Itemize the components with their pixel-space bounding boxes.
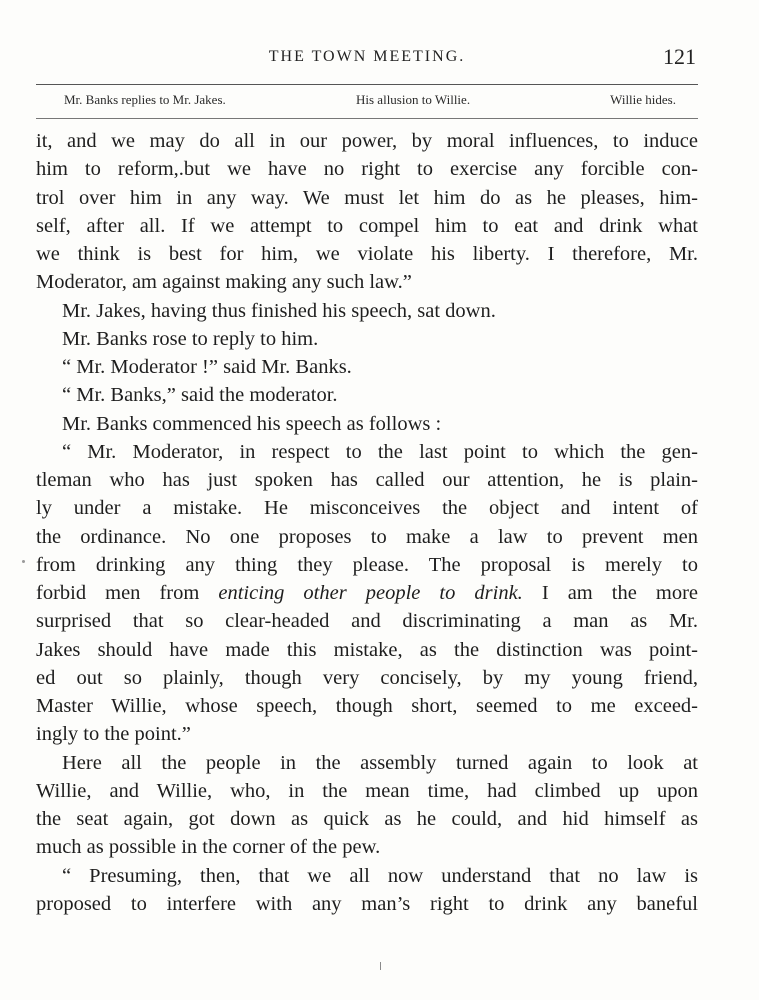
page-number: 121 — [663, 44, 696, 69]
text-segment: I am the more — [522, 582, 698, 604]
text-line: Moderator, am against making any such law.” — [36, 271, 412, 294]
text-line: we think is best for him, we violate his liberty. I therefore, Mr. — [36, 243, 698, 265]
text-line: much as possible in the corner of the pew. — [36, 836, 381, 859]
text-line: Mr. Banks commenced his speech as follows : — [62, 412, 442, 435]
subhead-banks-replies: Mr. Banks replies to Mr. Jakes. — [64, 92, 226, 107]
header-rule-bottom — [36, 118, 698, 119]
text-line: Mr. Jakes, having thus finished his speech, sat down. — [62, 299, 496, 322]
page-speck — [380, 962, 381, 970]
text-line: ly under a mistake. He misconceives the object and intent of — [36, 497, 698, 520]
text-line: the seat again, got down as quick as he could, and hid himself as — [36, 808, 698, 830]
text-line: from drinking any thing they please. The proposal is merely to — [36, 553, 698, 576]
text-line: the ordinance. No one proposes to make a law to prevent men — [36, 525, 698, 548]
running-header — [36, 44, 698, 74]
text-line: Master Willie, whose speech, though short, seemed to me exceed- — [36, 695, 698, 717]
text-line: trol over him in any way. We must let him do as he pleases, him- — [36, 186, 698, 209]
text-line: “ Mr. Banks,” said the moderator. — [62, 384, 338, 407]
text-line: Here all the people in the assembly turned again to look at — [62, 751, 698, 774]
text-line-mixed — [36, 579, 698, 607]
subhead-allusion-willie: His allusion to Willie. — [356, 92, 471, 107]
text-segment: forbid men from — [36, 582, 219, 604]
text-line: ed out so plainly, though very concisely, by my young friend, — [36, 666, 698, 689]
text-line: “ Mr. Moderator, in respect to the last point to which the gen- — [62, 440, 698, 463]
text-line: tleman who has just spoken has called our attention, he is plain- — [36, 469, 698, 491]
subhead-willie-hides: Willie hides. — [610, 92, 676, 107]
chapter-title: THE TOWN MEETING. — [268, 48, 466, 65]
italic-phrase: enticing other people to drink. — [218, 582, 523, 604]
text-line: Mr. Banks rose to reply to him. — [62, 327, 319, 350]
text-line: “ Mr. Moderator !” said Mr. Banks. — [62, 356, 352, 378]
text-line: Jakes should have made this mistake, as the distinction was point- — [36, 638, 698, 661]
body-text — [36, 127, 698, 918]
text-line: ingly to the point.” — [36, 723, 191, 746]
text-line: it, and we may do all in our power, by moral influences, to induce — [36, 130, 698, 152]
text-line: “ Presuming, then, that we all now understand that no law is — [62, 864, 698, 887]
text-line: surprised that so clear-headed and discriminating a man as Mr. — [36, 610, 698, 633]
text-line: Willie, and Willie, who, in the mean time, had climbed up upon — [36, 779, 698, 802]
text-line: proposed to interfere with any man’s right to drink any baneful — [36, 892, 698, 915]
header-rule-top — [36, 84, 698, 85]
text-line: him to reform,.but we have no right to exercise any forcible con- — [36, 158, 698, 181]
margin-subheads — [64, 92, 676, 112]
text-line: self, after all. If we attempt to compel him to eat and drink what — [36, 214, 698, 237]
margin-speck — [22, 560, 25, 563]
